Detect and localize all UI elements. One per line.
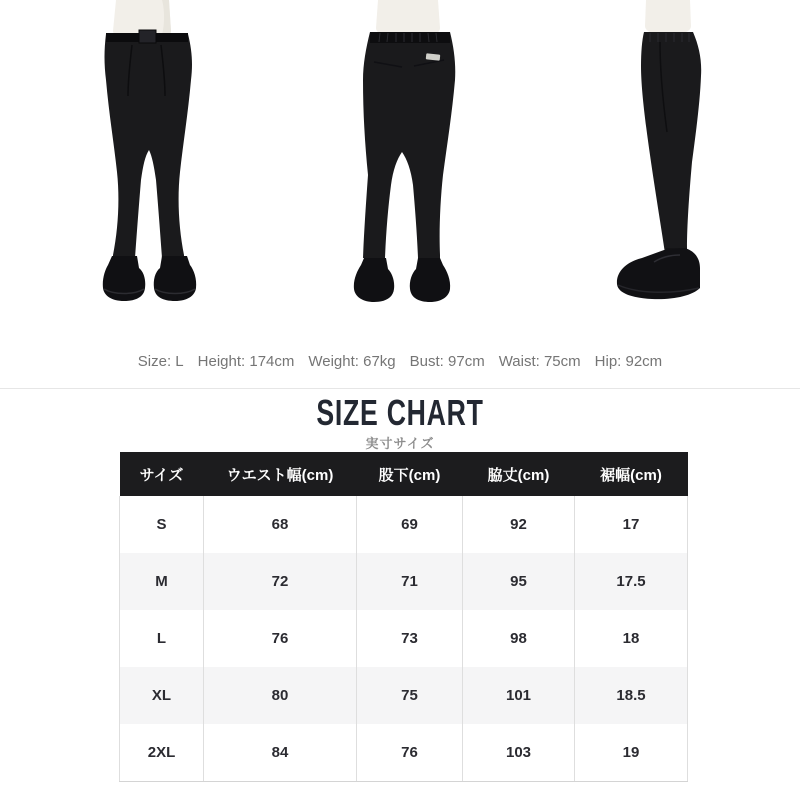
shoe-right: [410, 258, 450, 302]
elastic-waistband: [370, 32, 450, 43]
belt-buckle: [139, 30, 156, 43]
table-row-s: [120, 496, 688, 553]
model-info: [0, 353, 800, 370]
cell-size: L: [120, 610, 204, 667]
header-row: [120, 452, 688, 496]
table-row-xl: [120, 667, 688, 724]
model-size: Size: L: [137, 353, 184, 370]
shoe-left: [354, 258, 394, 302]
cell-side-length: 103: [463, 724, 575, 782]
model-height: Height: 174cm: [197, 353, 295, 370]
cell-waist-width: 68: [204, 496, 357, 553]
cell-side-length: 95: [463, 553, 575, 610]
pants-photo-front: [62, 0, 222, 320]
col-header-hem-width: 裾幅(cm): [575, 452, 688, 496]
shoe-side: [617, 248, 700, 299]
cell-hem-width: 18.5: [575, 667, 688, 724]
col-header-inseam: 股下(cm): [357, 452, 463, 496]
cell-inseam: 71: [357, 553, 463, 610]
cell-inseam: 76: [357, 724, 463, 782]
model-weight: Weight: 67kg: [308, 353, 396, 370]
size-chart-subtitle: 実寸サイズ: [365, 436, 435, 451]
torso-side: [645, 0, 691, 35]
pants-side-silhouette: [641, 32, 701, 253]
cell-waist-width: 76: [204, 610, 357, 667]
pants-back-silhouette: [363, 32, 455, 258]
cell-waist-width: 80: [204, 667, 357, 724]
cell-side-length: 98: [463, 610, 575, 667]
shoe-right: [154, 256, 196, 301]
table-row-2xl: [120, 724, 688, 782]
cell-side-length: 101: [463, 667, 575, 724]
size-chart-table: [119, 452, 688, 782]
cell-waist-width: 84: [204, 724, 357, 782]
cell-waist-width: 72: [204, 553, 357, 610]
cell-hem-width: 19: [575, 724, 688, 782]
cell-inseam: 73: [357, 610, 463, 667]
cell-inseam: 69: [357, 496, 463, 553]
model-bust: Bust: 97cm: [409, 353, 485, 370]
pants-photo-side: [600, 0, 740, 320]
model-hip: Hip: 92cm: [594, 353, 663, 370]
cell-size: S: [120, 496, 204, 553]
size-chart-title: SIZE CHART: [316, 392, 484, 433]
cell-hem-width: 18: [575, 610, 688, 667]
pants-photo-back: [340, 0, 480, 320]
pants-front-silhouette: [105, 34, 193, 258]
section-divider: [0, 388, 800, 389]
table-row-m: [120, 553, 688, 610]
col-header-waist-width: ウエスト幅(cm): [204, 452, 357, 496]
model-waist: Waist: 75cm: [498, 353, 581, 370]
cell-size: XL: [120, 667, 204, 724]
shoe-left: [103, 256, 145, 301]
cell-side-length: 92: [463, 496, 575, 553]
cell-hem-width: 17.5: [575, 553, 688, 610]
cell-hem-width: 17: [575, 496, 688, 553]
col-header-size: サイズ: [120, 452, 204, 496]
cell-size: M: [120, 553, 204, 610]
col-header-side-length: 脇丈(cm): [463, 452, 575, 496]
size-chart-heading-wrap: [0, 392, 800, 433]
cell-inseam: 75: [357, 667, 463, 724]
cell-size: 2XL: [120, 724, 204, 782]
table-row-l: [120, 610, 688, 667]
